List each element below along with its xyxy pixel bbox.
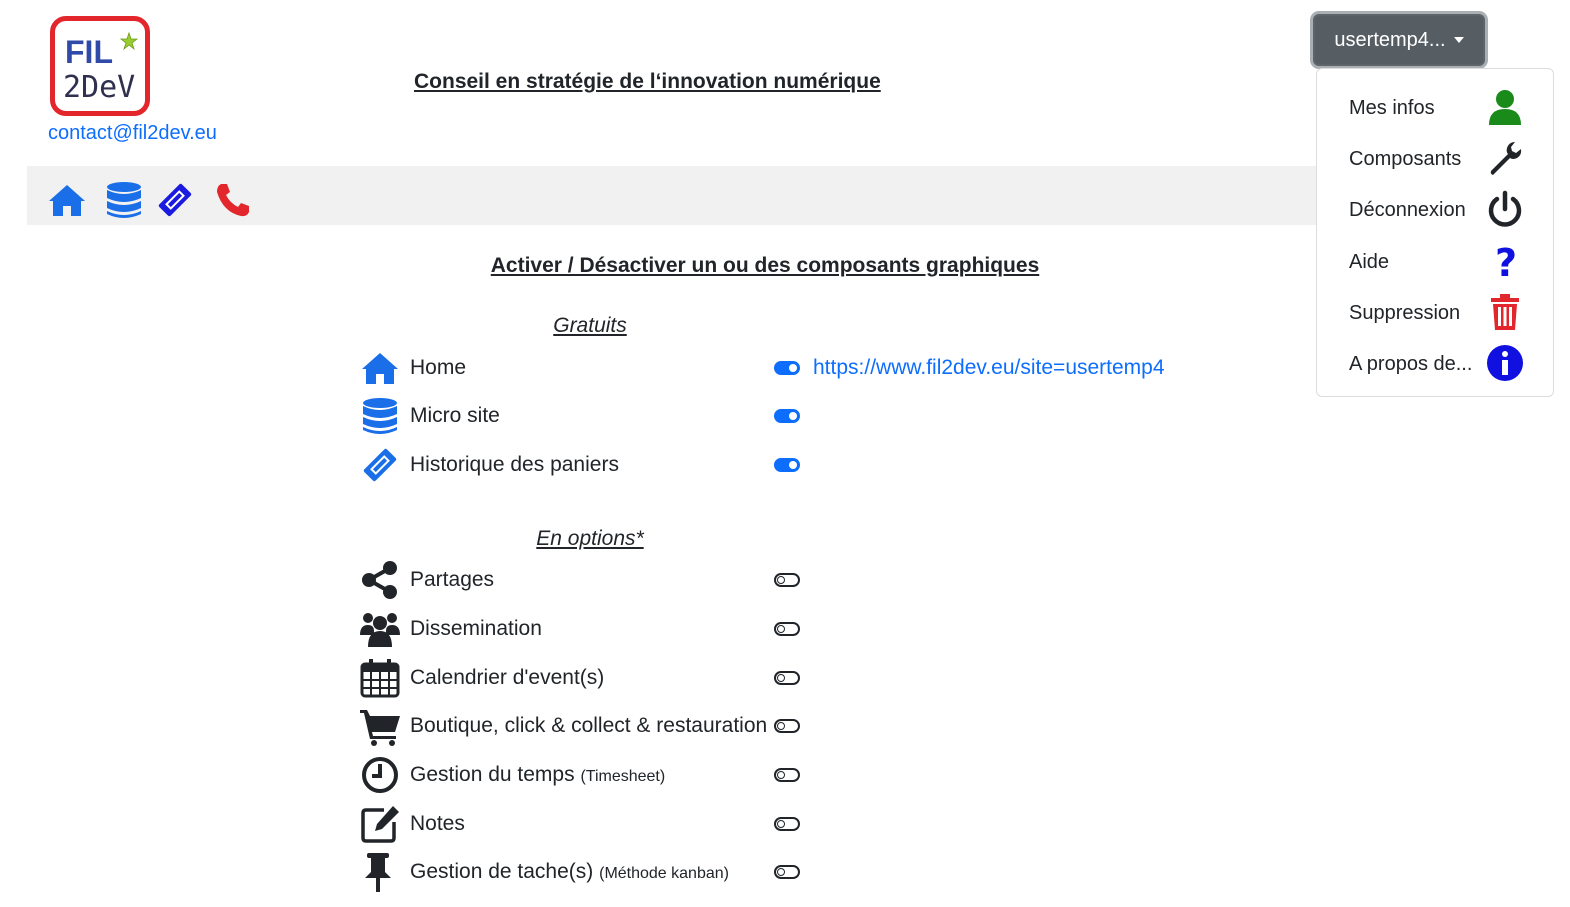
- cart-icon: [360, 706, 400, 746]
- component-row-dissemination: [360, 607, 1190, 651]
- phone-icon[interactable]: [213, 180, 253, 220]
- svg-text:2DeV: 2DeV: [63, 70, 136, 105]
- component-label: Home: [410, 356, 467, 379]
- menu-item-label: Suppression: [1349, 302, 1461, 324]
- brand-logo[interactable]: [50, 16, 150, 116]
- user-menu-label: usertemp4...: [1334, 28, 1446, 51]
- component-toggle[interactable]: [774, 361, 800, 375]
- menu-item-deconnexion[interactable]: [1317, 185, 1553, 233]
- svg-text:FIL: FIL: [65, 34, 113, 70]
- component-label: Historique des paniers: [410, 453, 619, 476]
- section-title-options: En options*: [536, 527, 644, 550]
- menu-item-composants[interactable]: [1317, 134, 1553, 182]
- menu-item-label: Déconnexion: [1349, 199, 1466, 221]
- icon-navbar: [27, 166, 1317, 225]
- site-url-link[interactable]: https://www.fil2dev.eu/site=usertemp4: [813, 356, 1165, 379]
- svg-text:?: ?: [1495, 241, 1518, 281]
- edit-icon: [360, 804, 400, 844]
- component-row-partages: [360, 558, 1190, 602]
- component-row-micro-site: [360, 394, 1190, 438]
- menu-item-label: Mes infos: [1349, 97, 1435, 119]
- component-label-text: Gestion de tache(s): [410, 860, 594, 883]
- menu-item-label: Composants: [1349, 148, 1462, 170]
- menu-item-label: Aide: [1349, 251, 1390, 273]
- menu-item-suppression[interactable]: [1317, 288, 1553, 336]
- caret-down-icon: [1454, 37, 1464, 43]
- component-row-calendrier: [360, 656, 1190, 700]
- trash-icon: [1485, 292, 1525, 332]
- component-label: Dissemination: [410, 617, 542, 640]
- component-row-historique: [360, 443, 1190, 487]
- calendar-icon: [360, 658, 400, 698]
- component-toggle[interactable]: [774, 671, 800, 685]
- ticket-icon: [360, 445, 400, 485]
- component-toggle[interactable]: [774, 409, 800, 423]
- component-toggle[interactable]: [774, 865, 800, 879]
- menu-item-label: A propos de...: [1349, 353, 1473, 375]
- menu-item-a-propos[interactable]: [1317, 339, 1553, 387]
- component-row-gestion-temps: [360, 753, 1190, 797]
- component-label: Calendrier d'event(s): [410, 666, 605, 689]
- info-icon: [1485, 343, 1525, 383]
- ticket-icon[interactable]: [155, 180, 195, 220]
- user-dropdown-menu: [1316, 68, 1554, 397]
- page-title: Activer / Désactiver un ou des composants graphiques: [490, 254, 1040, 277]
- component-toggle[interactable]: [774, 573, 800, 587]
- component-label: Boutique, click & collect & restauration: [410, 714, 768, 737]
- component-row-notes: [360, 802, 1190, 846]
- share-icon: [360, 560, 400, 600]
- component-label: Micro site: [410, 404, 500, 427]
- database-icon[interactable]: [104, 180, 144, 220]
- component-toggle[interactable]: [774, 817, 800, 831]
- home-icon[interactable]: [47, 180, 87, 220]
- home-icon: [360, 348, 400, 388]
- site-tagline: Conseil en stratégie de l‘innovation numérique: [414, 70, 881, 93]
- user-icon: [1485, 87, 1525, 127]
- users-icon: [360, 609, 400, 649]
- component-label-note: (Timesheet): [580, 768, 666, 785]
- pushpin-icon: [360, 852, 400, 892]
- power-icon: [1485, 189, 1525, 229]
- clock-icon: [360, 755, 400, 795]
- menu-item-mes-infos[interactable]: [1317, 83, 1553, 131]
- component-row-boutique: [360, 704, 1190, 748]
- component-label: Partages: [410, 568, 495, 591]
- component-toggle[interactable]: [774, 622, 800, 636]
- component-label: [410, 763, 665, 787]
- wrench-icon: [1485, 138, 1525, 178]
- contact-email-link[interactable]: contact@fil2dev.eu: [48, 122, 217, 144]
- component-label: Notes: [410, 812, 465, 835]
- component-toggle[interactable]: [774, 768, 800, 782]
- component-row-home: [360, 346, 1190, 390]
- component-label-text: Gestion du temps: [410, 763, 575, 786]
- component-toggle[interactable]: [774, 458, 800, 472]
- component-label: [410, 860, 729, 884]
- user-menu-button[interactable]: [1313, 14, 1485, 66]
- component-label-note: (Méthode kanban): [599, 865, 729, 882]
- component-toggle[interactable]: [774, 719, 800, 733]
- section-title-gratuits: Gratuits: [553, 314, 627, 337]
- database-icon: [360, 396, 400, 436]
- component-row-gestion-taches: [360, 850, 1190, 894]
